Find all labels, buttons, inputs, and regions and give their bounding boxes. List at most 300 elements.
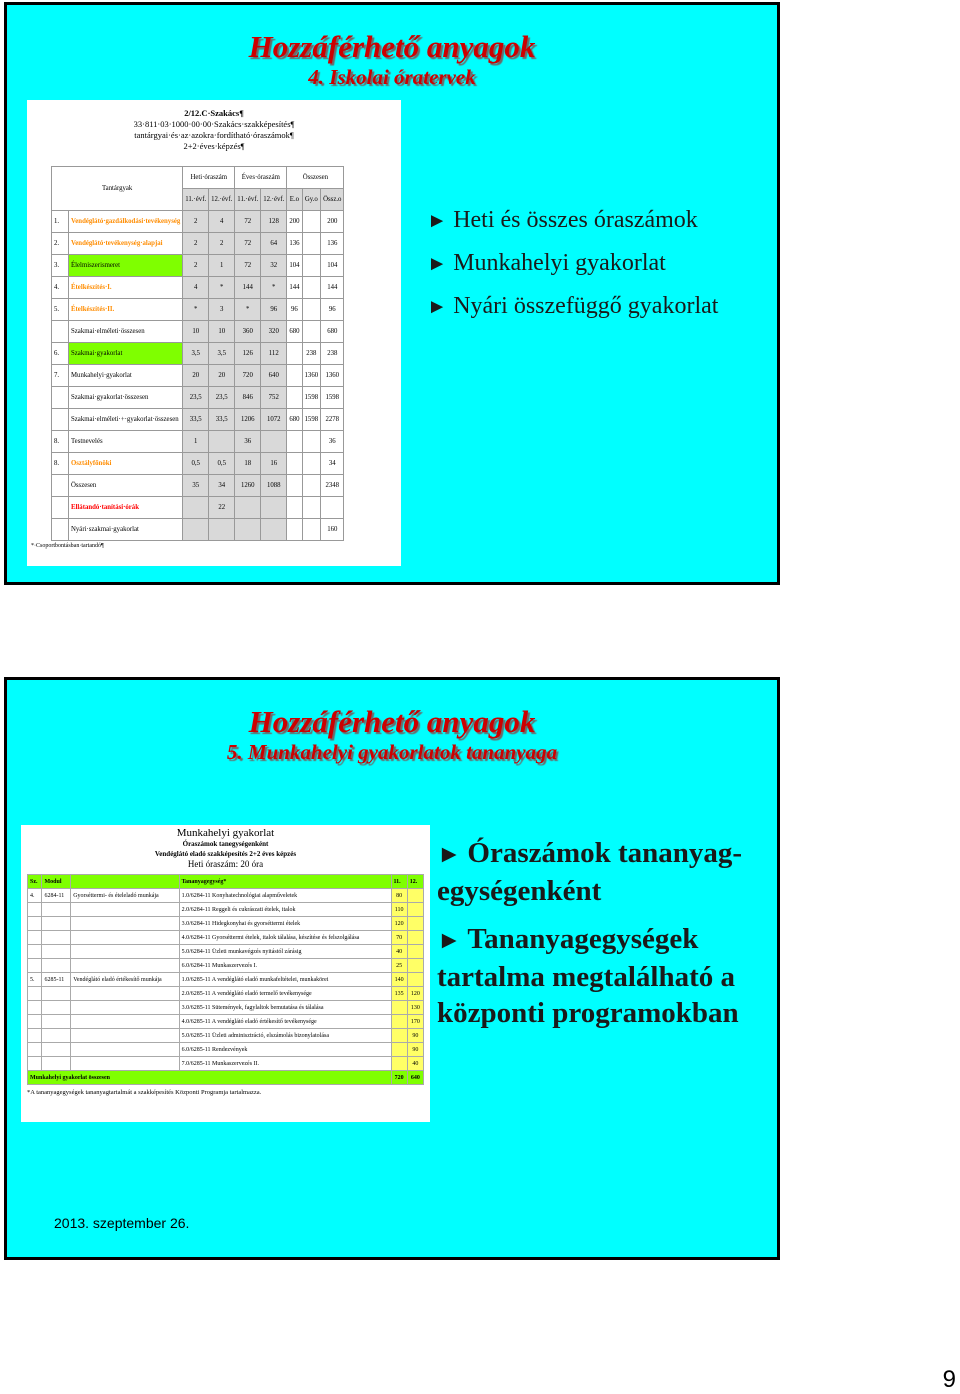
doc-heading-4: 2+2·éves·képzés¶ (183, 141, 245, 151)
table-row (28, 903, 424, 917)
triangle-bullet-icon: ► (427, 253, 448, 275)
module-code (42, 1057, 71, 1071)
table-header-cell: Sz. (28, 875, 42, 889)
unit-cell (179, 1043, 391, 1057)
doc2-heading-3: Vendéglátó eladó szakképesítés 2+2 éves képzés (154, 850, 297, 858)
row-number: 7. (52, 365, 69, 387)
row-number: 5. (52, 299, 69, 321)
row-number (28, 1001, 42, 1015)
row-number: 8. (52, 453, 69, 475)
hours-12 (407, 889, 423, 903)
module-code (42, 945, 71, 959)
module-name (71, 931, 179, 945)
col-yearly: Éves·óraszám (235, 167, 287, 189)
subject-name: Összesen (69, 475, 183, 497)
hours-12: 90 (407, 1029, 423, 1043)
hours-11 (391, 1057, 407, 1071)
module-name (71, 959, 179, 973)
unit-code: 4.0/6284-11 (181, 934, 211, 941)
bullet-item: ► Heti és összes óraszámok (427, 207, 698, 233)
subject-name: Ételkészítés·I. (69, 277, 183, 299)
module-code (42, 931, 71, 945)
module-name (71, 903, 179, 917)
table-cell (302, 497, 321, 519)
table-cell (261, 519, 287, 541)
table-cell: 4 (209, 211, 235, 233)
table-cell: 1 (183, 431, 209, 453)
module-name: Gyorséttermi- és ételeladó munkája (71, 889, 179, 903)
table-cell: 2 (183, 211, 209, 233)
unit-code: 4.0/6285-11 (181, 1018, 211, 1025)
slide-2-title: Hozzáférhető anyagok (248, 704, 536, 739)
subject-name: Munkahelyi·gyakorlat (69, 365, 183, 387)
unit-code: 1.0/6284-11 (181, 892, 211, 899)
module-code (42, 987, 71, 1001)
subject-name: Élelmiszerismeret (69, 255, 183, 277)
unit-name: A vendéglátó eladó értékesítő tevékenysége (211, 1018, 317, 1025)
table-cell: 34 (209, 475, 235, 497)
hours-12 (407, 917, 423, 931)
table-cell: 200 (321, 211, 344, 233)
table-row (52, 365, 344, 387)
unit-cell (179, 945, 391, 959)
row-number (28, 987, 42, 1001)
table-cell (209, 431, 235, 453)
module-name (71, 1015, 179, 1029)
table-cell (287, 343, 302, 365)
unit-name: Munkaszervezés I. (212, 962, 258, 969)
table-cell: 4 (183, 277, 209, 299)
doc2-heading-4: Heti óraszám: 20 óra (187, 859, 264, 869)
table-cell: 72 (235, 233, 261, 255)
table-row (52, 211, 344, 233)
table-cell: 136 (321, 233, 344, 255)
table-cell: 238 (321, 343, 344, 365)
row-number: 5. (28, 973, 42, 987)
slide-2-subtitle: 5. Munkahelyi gyakorlatok tananyaga (226, 740, 558, 764)
row-number (28, 1015, 42, 1029)
unit-cell (179, 1029, 391, 1043)
total-row (28, 1071, 424, 1085)
table-cell: 32 (261, 255, 287, 277)
table-cell (321, 497, 344, 519)
hours-12 (407, 931, 423, 945)
unit-name: Üzleti adminisztráció, elszámolás bizonylatolása (212, 1032, 330, 1039)
unit-cell (179, 917, 391, 931)
table-cell: 2348 (321, 475, 344, 497)
table-cell: * (261, 277, 287, 299)
table-cell: 33,5 (209, 409, 235, 431)
row-number: 6. (52, 343, 69, 365)
slide-date: 2013. szeptember 26. (54, 1215, 190, 1231)
subject-name: Ételkészítés·II. (69, 299, 183, 321)
module-code (42, 959, 71, 973)
row-number (28, 1043, 42, 1057)
module-code (42, 903, 71, 917)
col-weekly: Heti·óraszám (183, 167, 235, 189)
unit-code: 1.0/6285-11 (181, 976, 211, 983)
row-number (28, 1057, 42, 1071)
table-cell: 2 (183, 233, 209, 255)
unit-cell (179, 903, 391, 917)
table-cell: 1260 (235, 475, 261, 497)
table-cell (261, 497, 287, 519)
table-cell (261, 431, 287, 453)
table-row (28, 945, 424, 959)
table-cell (302, 321, 321, 343)
table-subheader: 12.·évf. (209, 189, 235, 211)
table-row (52, 387, 344, 409)
table-header-cell: 11. (391, 875, 407, 889)
table-row (52, 299, 344, 321)
unit-cell (179, 1057, 391, 1071)
table-cell: 1360 (321, 365, 344, 387)
table-cell (287, 453, 302, 475)
hours-12 (407, 973, 423, 987)
table-cell (287, 431, 302, 453)
table-subheader: Össz.o (321, 189, 344, 211)
table-cell: 640 (261, 365, 287, 387)
table-cell: 18 (235, 453, 261, 475)
table-cell: 72 (235, 211, 261, 233)
hours-11 (391, 1001, 407, 1015)
unit-name: Gyorséttermi ételek, italok tálalása, készítése és felszolgálása (212, 934, 360, 941)
table-cell: 35 (183, 475, 209, 497)
doc2-footnote: *A tananyagegységek tananyagtartalmát a szakképesítés Központi Programja tartalmazza. (27, 1089, 262, 1096)
row-number (28, 1029, 42, 1043)
curriculum-table-image (27, 100, 401, 566)
doc2-heading-2: Óraszámok tanegységenként (182, 840, 269, 848)
unit-cell (179, 959, 391, 973)
unit-code: 5.0/6285-11 (181, 1032, 211, 1039)
table-cell (302, 431, 321, 453)
module-code (42, 1015, 71, 1029)
unit-name: Reggeli és cukrászati ételek, italok (212, 906, 296, 913)
hours-11: 135 (391, 987, 407, 1001)
table-cell (235, 497, 261, 519)
hours-12: 40 (407, 1057, 423, 1071)
module-code (42, 1029, 71, 1043)
table-cell (183, 519, 209, 541)
table-cell: 96 (321, 299, 344, 321)
unit-cell (179, 987, 391, 1001)
unit-cell (179, 1001, 391, 1015)
table-cell: 20 (209, 365, 235, 387)
slide-1-title: Hozzáférhető anyagok (248, 29, 536, 64)
table-row (52, 453, 344, 475)
table-cell: 680 (287, 409, 302, 431)
hours-12: 170 (407, 1015, 423, 1029)
row-number (52, 409, 69, 431)
unit-code: 5.0/6284-11 (181, 948, 211, 955)
table-cell: 1206 (235, 409, 261, 431)
table-cell (302, 299, 321, 321)
module-name (71, 987, 179, 1001)
module-name: Vendéglátó eladó értékesítő munkája (71, 973, 179, 987)
table-cell: 144 (235, 277, 261, 299)
slide-2 (4, 677, 780, 1260)
table-cell: 1598 (302, 387, 321, 409)
unit-name: Hidegkonyhai és gyorséttermi ételek (212, 920, 301, 927)
module-table (27, 874, 424, 1085)
row-number: 4. (52, 277, 69, 299)
table-cell: 200 (287, 211, 302, 233)
bullet-item: ► Óraszámok tananyag-egységenként (437, 837, 743, 907)
unit-cell (179, 973, 391, 987)
unit-code: 3.0/6285-11 (181, 1004, 211, 1011)
row-number (52, 475, 69, 497)
page-number: 9 (942, 1366, 956, 1393)
table-row (28, 959, 424, 973)
table-cell: 1598 (321, 387, 344, 409)
unit-code: 2.0/6284-11 (181, 906, 211, 913)
doc2-heading-1: Munkahelyi gyakorlat (176, 827, 275, 839)
table-subheader: E.o (287, 189, 302, 211)
table-row (28, 1001, 424, 1015)
table-cell: 72 (235, 255, 261, 277)
unit-code: 6.0/6285-11 (181, 1046, 211, 1053)
unit-name: Munkaszervezés II. (212, 1060, 260, 1067)
slide-2-bullets (437, 835, 777, 1043)
hours-11 (391, 1015, 407, 1029)
subject-name: Osztályfőnöki (69, 453, 183, 475)
row-number: 1. (52, 211, 69, 233)
hours-11: 140 (391, 973, 407, 987)
table-header-cell: Tananyagegység* (179, 875, 391, 889)
table-cell: 3,5 (183, 343, 209, 365)
table-cell: * (183, 299, 209, 321)
table-cell: 136 (287, 233, 302, 255)
doc-heading-1: 2/12.C·Szakács¶ (184, 108, 244, 118)
table-cell (302, 453, 321, 475)
table-cell: 64 (261, 233, 287, 255)
table-cell (287, 365, 302, 387)
table-row (28, 987, 424, 1001)
table-cell: 144 (321, 277, 344, 299)
table-subheader: Gy.o (302, 189, 321, 211)
table-cell: 126 (235, 343, 261, 365)
subject-name: Vendéglátó·gazdálkodási·tevékenység (69, 211, 183, 233)
table-cell (287, 475, 302, 497)
module-code (42, 917, 71, 931)
hours-11: 120 (391, 917, 407, 931)
table-subheader: 11.·évf. (183, 189, 209, 211)
table-header-cell: Modul (42, 875, 71, 889)
subject-name: Szakmai·gyakorlat·összesen (69, 387, 183, 409)
module-name (71, 917, 179, 931)
row-number (28, 959, 42, 973)
subject-name: Vendéglátó·tevékenység·alapjai (69, 233, 183, 255)
module-code (42, 1043, 71, 1057)
row-number (52, 497, 69, 519)
table-cell: 160 (321, 519, 344, 541)
table-row (52, 277, 344, 299)
bullet-item: ► Tananyagegységek tartalma megtalálható a központi programokban (437, 923, 739, 1029)
table-row (52, 255, 344, 277)
table-cell: 128 (261, 211, 287, 233)
hours-12: 90 (407, 1043, 423, 1057)
table-cell (287, 519, 302, 541)
table-cell (302, 277, 321, 299)
row-number (28, 931, 42, 945)
table-cell: 1 (209, 255, 235, 277)
col-subject: Tantárgyak (52, 167, 183, 211)
slide-1-subtitle: 4. Iskolai óratervek (308, 65, 476, 89)
unit-name: Konyhatechnológiai alapműveletek (212, 892, 298, 899)
unit-name: Üzleti munkavégzés nyitástól zárásig (212, 948, 302, 955)
module-name (71, 945, 179, 959)
table-cell: 96 (287, 299, 302, 321)
table-row (28, 917, 424, 931)
module-code: 6284-11 (42, 889, 71, 903)
row-number (28, 945, 42, 959)
row-number (52, 321, 69, 343)
table-cell: 680 (321, 321, 344, 343)
table-header-cell: 12. (407, 875, 423, 889)
table-cell: 3 (209, 299, 235, 321)
table-cell: 752 (261, 387, 287, 409)
table-cell: 846 (235, 387, 261, 409)
row-number (52, 519, 69, 541)
row-number (28, 903, 42, 917)
table-cell (302, 211, 321, 233)
bullet-item: ► Munkahelyi gyakorlat (427, 250, 666, 276)
hours-11 (391, 1029, 407, 1043)
table-cell: 10 (183, 321, 209, 343)
table-cell (302, 255, 321, 277)
slide-1-bullets (427, 205, 767, 334)
curriculum-table (51, 166, 344, 541)
table-cell: 0,5 (209, 453, 235, 475)
table-row (52, 343, 344, 365)
table-cell: 36 (235, 431, 261, 453)
table-cell: 2 (209, 233, 235, 255)
table-cell (287, 497, 302, 519)
unit-code: 7.0/6285-11 (181, 1060, 211, 1067)
bullet-item: ► Nyári összefüggő gyakorlat (427, 293, 719, 319)
module-name (71, 1029, 179, 1043)
table-cell: 1598 (302, 409, 321, 431)
table-cell (287, 387, 302, 409)
module-code: 6285-11 (42, 973, 71, 987)
table-cell: 320 (261, 321, 287, 343)
hours-12 (407, 945, 423, 959)
table-cell: 0,5 (183, 453, 209, 475)
hours-12 (407, 959, 423, 973)
unit-name: A vendéglátó eladó termelő tevékenysége (211, 990, 312, 997)
total-12: 640 (407, 1071, 423, 1085)
doc-heading-3: tantárgyai·és·az·azokra·fordítható·óraszámok¶ (134, 130, 294, 140)
table-cell: 3,5 (209, 343, 235, 365)
table-cell (302, 475, 321, 497)
table-header-cell (71, 875, 179, 889)
module-name (71, 1043, 179, 1057)
triangle-bullet-icon: ► (437, 927, 462, 954)
unit-name: Rendezvények (212, 1046, 248, 1053)
subject-name: Szakmai·elméleti·+·gyakorlat·összesen (69, 409, 183, 431)
module-name (71, 1057, 179, 1071)
subject-name: Ellátandó·tanítási·órák (69, 497, 183, 519)
table-row (28, 973, 424, 987)
table-row (28, 931, 424, 945)
table-cell (302, 233, 321, 255)
hours-12 (407, 903, 423, 917)
table-cell: 22 (209, 497, 235, 519)
col-total: Összesen (287, 167, 344, 189)
subject-name: Szakmai·elméleti·összesen (69, 321, 183, 343)
unit-code: 3.0/6284-11 (181, 920, 211, 927)
unit-cell (179, 1015, 391, 1029)
hours-11: 80 (391, 889, 407, 903)
total-label: Munkahelyi gyakorlat összesen (28, 1071, 392, 1085)
table-cell: 112 (261, 343, 287, 365)
table-row (52, 409, 344, 431)
row-number (28, 917, 42, 931)
table-cell: 720 (235, 365, 261, 387)
table-row (52, 519, 344, 541)
table-row (28, 889, 424, 903)
table-cell (235, 519, 261, 541)
row-number (52, 387, 69, 409)
table-row (52, 321, 344, 343)
subject-name: Testnevelés (69, 431, 183, 453)
table-cell: 36 (321, 431, 344, 453)
table-cell: 1072 (261, 409, 287, 431)
module-name (71, 1001, 179, 1015)
table-cell: 2278 (321, 409, 344, 431)
table-cell: 238 (302, 343, 321, 365)
unit-name: A vendéglátó eladó munkafeltételei, munkakörei (211, 976, 329, 983)
table-subheader: 11.·évf. (235, 189, 261, 211)
triangle-bullet-icon: ► (427, 296, 448, 318)
unit-cell (179, 889, 391, 903)
table-cell: 16 (261, 453, 287, 475)
table-cell: * (235, 299, 261, 321)
row-number: 3. (52, 255, 69, 277)
table-cell (302, 519, 321, 541)
row-number: 4. (28, 889, 42, 903)
total-11: 720 (391, 1071, 407, 1085)
unit-cell (179, 931, 391, 945)
hours-12: 130 (407, 1001, 423, 1015)
table-cell: 33,5 (183, 409, 209, 431)
table-cell (209, 519, 235, 541)
table-cell: 23,5 (209, 387, 235, 409)
table-subheader: 12.·évf. (261, 189, 287, 211)
table-cell: 104 (287, 255, 302, 277)
slide-1 (4, 2, 780, 585)
hours-11: 40 (391, 945, 407, 959)
table-row (28, 1029, 424, 1043)
unit-name: Sütemények, fagylaltok bemutatása és tálalása (212, 1004, 324, 1011)
table-cell: 680 (287, 321, 302, 343)
table-cell: 34 (321, 453, 344, 475)
table-row (52, 475, 344, 497)
unit-code: 6.0/6284-11 (181, 962, 211, 969)
doc-footnote: *·Csoportbontásban·tartandó¶ (31, 543, 104, 549)
table-row (52, 431, 344, 453)
table-cell: 10 (209, 321, 235, 343)
hours-11: 110 (391, 903, 407, 917)
table-cell: 360 (235, 321, 261, 343)
subject-name: Nyári·szakmai·gyakorlat (69, 519, 183, 541)
table-cell: 1360 (302, 365, 321, 387)
table-cell: * (209, 277, 235, 299)
table-row (52, 497, 344, 519)
row-number: 8. (52, 431, 69, 453)
table-row (28, 1043, 424, 1057)
workplace-practice-table-image (21, 825, 430, 1122)
